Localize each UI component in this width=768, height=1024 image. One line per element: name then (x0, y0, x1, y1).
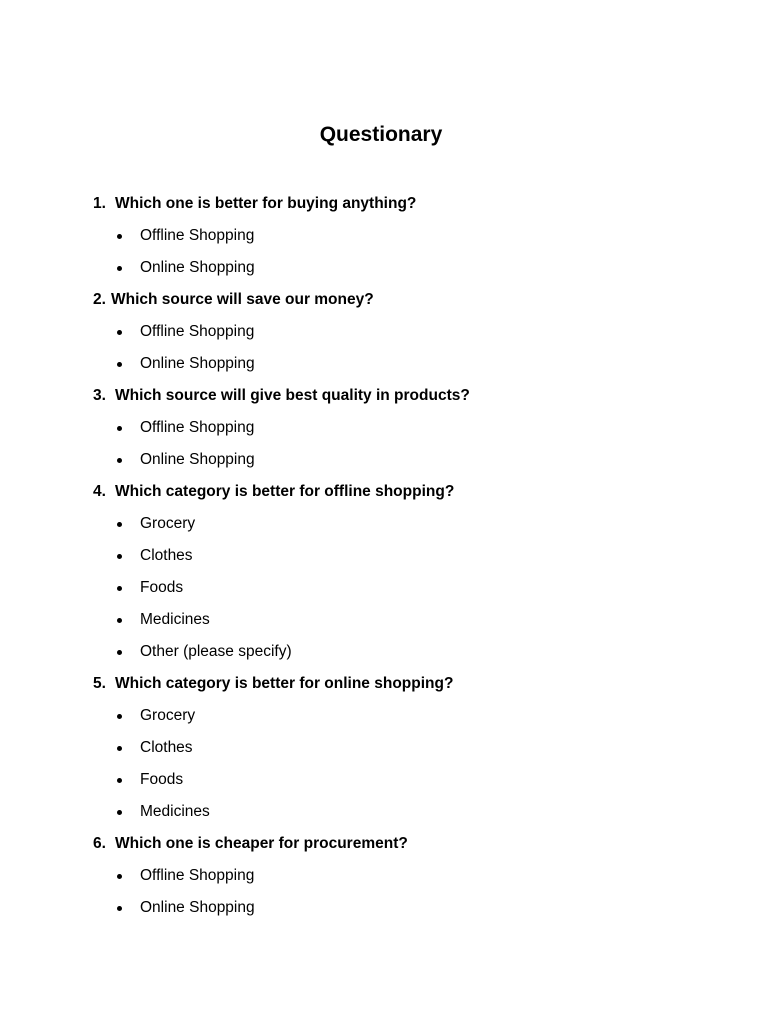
bullet-icon (117, 522, 122, 527)
option-item (93, 222, 733, 250)
question-heading (93, 830, 733, 858)
option-label: Foods (140, 579, 184, 596)
option-label: Foods (140, 771, 184, 788)
question-text: Which one is cheaper for procurement? (115, 835, 408, 852)
option-label: Medicines (140, 611, 210, 628)
question-number: 6. (93, 835, 106, 852)
bullet-icon (117, 554, 122, 559)
question-text: Which category is better for online shopping? (115, 675, 454, 692)
bullet-icon (117, 618, 122, 623)
bullet-icon (117, 714, 122, 719)
question-text: Which one is better for buying anything? (115, 195, 417, 212)
option-label: Other (please specify) (140, 643, 292, 660)
question-text: Which category is better for offline shopping? (115, 483, 455, 500)
bullet-icon (117, 266, 122, 271)
bullet-icon (117, 330, 122, 335)
option-item (93, 350, 733, 378)
option-item (93, 574, 733, 602)
option-item (93, 606, 733, 634)
bullet-icon (117, 874, 122, 879)
question-heading (93, 190, 733, 218)
option-label: Online Shopping (140, 899, 255, 916)
option-label: Offline Shopping (140, 867, 255, 884)
option-item (93, 734, 733, 762)
option-item (93, 702, 733, 730)
question-number: 2. (93, 291, 106, 308)
option-label: Grocery (140, 515, 196, 532)
bullet-icon (117, 362, 122, 367)
question-item (93, 382, 733, 474)
option-item (93, 766, 733, 794)
option-label: Online Shopping (140, 355, 255, 372)
option-item (93, 542, 733, 570)
option-list (93, 862, 733, 922)
option-label: Online Shopping (140, 451, 255, 468)
option-item (93, 862, 733, 890)
question-heading (93, 382, 733, 410)
option-item (93, 446, 733, 474)
option-label: Offline Shopping (140, 419, 255, 436)
bullet-icon (117, 650, 122, 655)
question-item (93, 286, 733, 378)
option-label: Clothes (140, 547, 193, 564)
option-item (93, 638, 733, 666)
bullet-icon (117, 586, 122, 591)
option-label: Online Shopping (140, 259, 255, 276)
option-item (93, 510, 733, 538)
question-item (93, 830, 733, 922)
option-list (93, 414, 733, 474)
question-item (93, 670, 733, 826)
question-item (93, 478, 733, 666)
option-item (93, 798, 733, 826)
page-title: Questionary (319, 123, 443, 146)
option-item (93, 254, 733, 282)
option-list (93, 318, 733, 378)
bullet-icon (117, 458, 122, 463)
option-list (93, 510, 733, 666)
bullet-icon (117, 810, 122, 815)
question-number: 5. (93, 675, 106, 692)
bullet-icon (117, 234, 122, 239)
option-item (93, 894, 733, 922)
option-item (93, 414, 733, 442)
option-label: Clothes (140, 739, 193, 756)
option-label: Medicines (140, 803, 210, 820)
question-number: 4. (93, 483, 106, 500)
question-heading (93, 670, 733, 698)
question-list (93, 190, 733, 926)
bullet-icon (117, 746, 122, 751)
question-heading (93, 478, 733, 506)
bullet-icon (117, 906, 122, 911)
question-heading (93, 286, 733, 314)
option-label: Offline Shopping (140, 227, 255, 244)
option-list (93, 702, 733, 826)
question-text: Which source will give best quality in products? (115, 387, 470, 404)
question-number: 1. (93, 195, 106, 212)
question-number: 3. (93, 387, 106, 404)
option-item (93, 318, 733, 346)
question-text: Which source will save our money? (111, 291, 374, 308)
option-list (93, 222, 733, 282)
option-label: Grocery (140, 707, 196, 724)
question-item (93, 190, 733, 282)
bullet-icon (117, 778, 122, 783)
option-label: Offline Shopping (140, 323, 255, 340)
bullet-icon (117, 426, 122, 431)
